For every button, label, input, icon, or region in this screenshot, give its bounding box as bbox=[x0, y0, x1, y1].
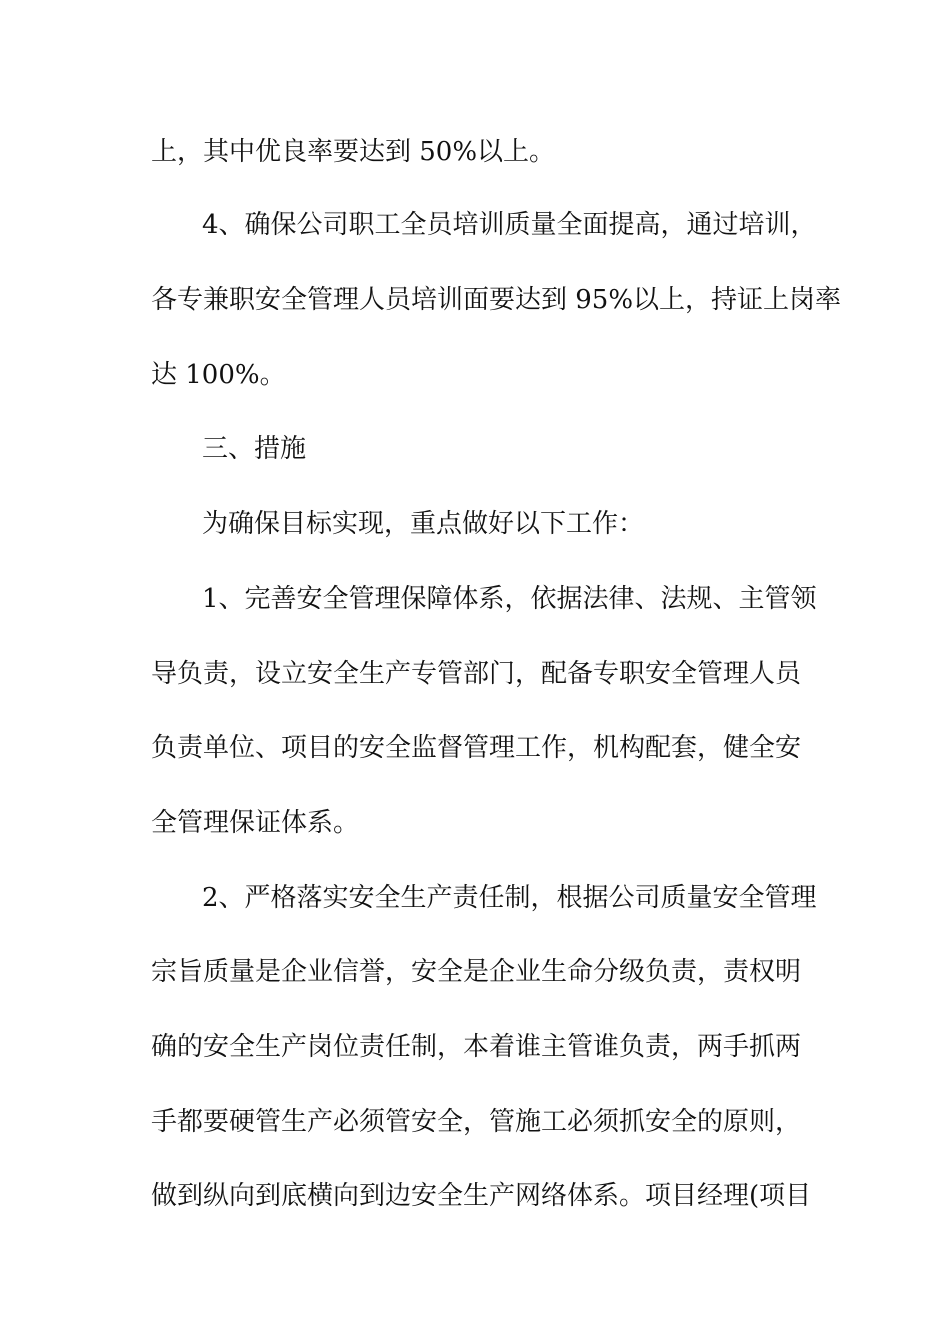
text-line: 4、确保公司职工全员培训质量全面提高，通过培训， bbox=[202, 210, 817, 240]
text-line: 做到纵向到底横向到边安全生产网络体系。项目经理(项目 bbox=[151, 1181, 812, 1211]
text-line: 达 100%。 bbox=[151, 360, 286, 390]
text-line: 全管理保证体系。 bbox=[151, 808, 360, 838]
text-line: 2、严格落实安全生产责任制，根据公司质量安全管理 bbox=[202, 883, 817, 913]
text-line: 上，其中优良率要达到 50%以上。 bbox=[151, 137, 556, 167]
text-line: 各专兼职安全管理人员培训面要达到 95%以上，持证上岗率 bbox=[151, 285, 842, 315]
text-line: 1、完善安全管理保障体系，依据法律、法规、主管领 bbox=[202, 584, 817, 614]
text-line: 手都要硬管生产必须管安全，管施工必须抓安全的原则， bbox=[151, 1107, 802, 1137]
section-heading: 三、措施 bbox=[202, 434, 307, 464]
text-line: 导负责，设立安全生产专管部门，配备专职安全管理人员 bbox=[151, 659, 802, 689]
text-line: 宗旨质量是企业信誉，安全是企业生命分级负责，责权明 bbox=[151, 957, 802, 987]
text-line: 为确保目标实现，重点做好以下工作： bbox=[202, 509, 645, 539]
text-line: 负责单位、项目的安全监督管理工作，机构配套，健全安 bbox=[151, 733, 802, 763]
text-line: 确的安全生产岗位责任制，本着谁主管谁负责，两手抓两 bbox=[151, 1032, 802, 1062]
